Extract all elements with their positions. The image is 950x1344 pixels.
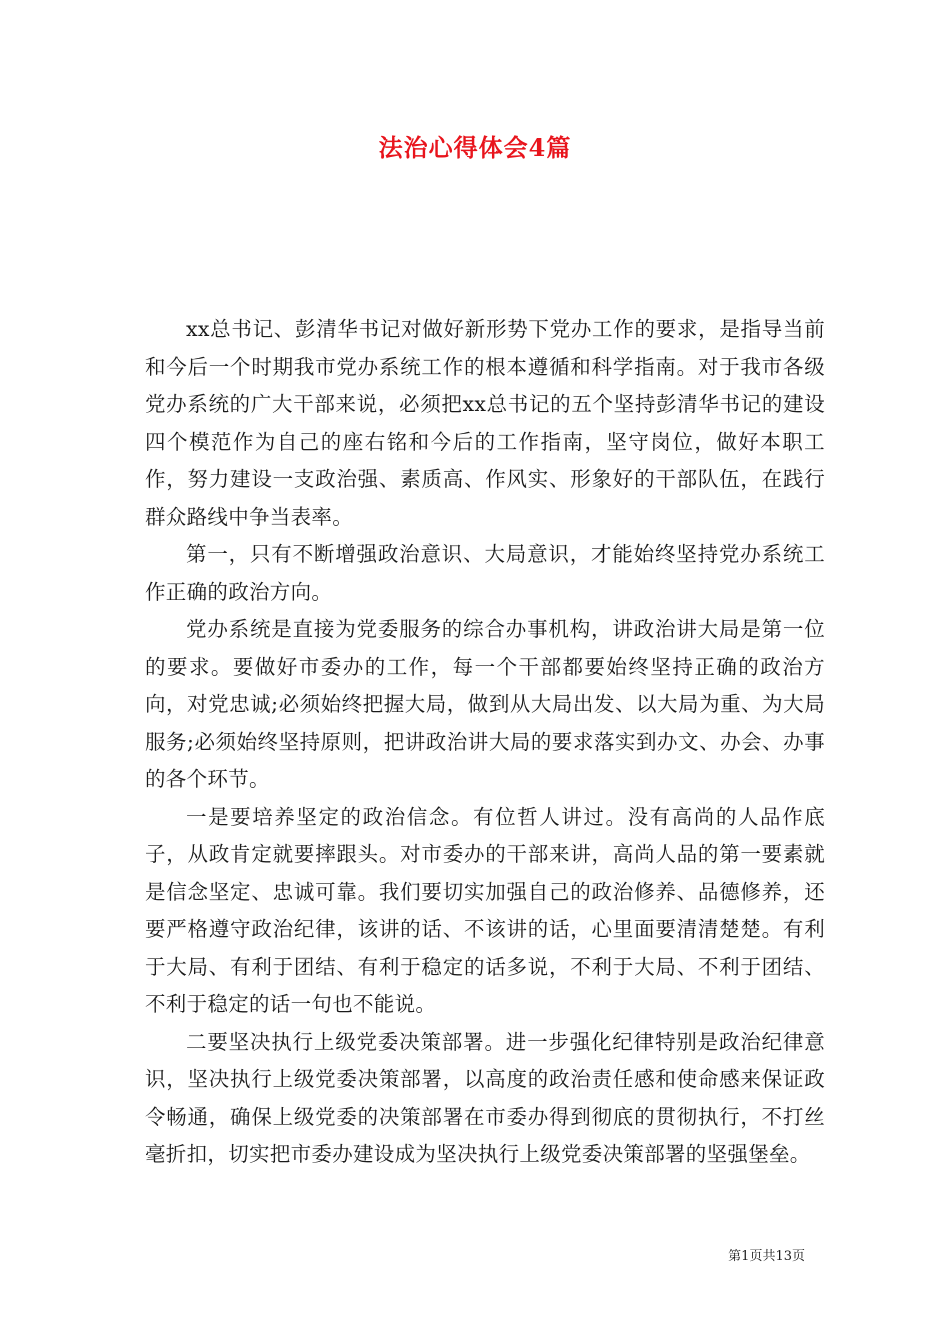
document-body bbox=[145, 311, 825, 1174]
paragraph: 党办系统是直接为党委服务的综合办事机构，讲政治讲大局是第一位的要求。要做好市委办的工作，每一个干部都要始终坚持正确的政治方向，对党忠诚;必须始终把握大局，做到从大局出发、以大局为重、为大局服务;必须始终坚持原则，把讲政治讲大局的要求落实到办文、办会、办事的各个环节。 bbox=[145, 617, 825, 791]
paragraph: 二要坚决执行上级党委决策部署。进一步强化纪律特别是政治纪律意识，坚决执行上级党委决策部署，以高度的政治责任感和使命感来保证政令畅通，确保上级党委的决策部署在市委办得到彻底的贯彻执行，不打丝毫折扣，切实把市委办建设成为坚决执行上级党委决策部署的坚强堡垒。 bbox=[145, 1029, 825, 1166]
page-title: 法治心得体会4篇 bbox=[378, 133, 572, 162]
paragraph: 一是要培养坚定的政治信念。有位哲人讲过。没有高尚的人品作底子，从政肯定就要摔跟头。对市委办的干部来讲，高尚人品的第一要素就是信念坚定、忠诚可靠。我们要切实加强自己的政治修养、品德修养，还要严格遵守政治纪律，该讲的话、不该讲的话，心里面要清清楚楚。有利于大局、有利于团结、有利于稳定的话多说，不利于大局、不利于团结、不利于稳定的话一句也不能说。 bbox=[145, 804, 825, 1016]
page-number: 第1页共13页 bbox=[728, 1249, 805, 1264]
paragraph: 第一，只有不断增强政治意识、大局意识，才能始终坚持党办系统工作正确的政治方向。 bbox=[145, 542, 825, 604]
paragraph: xx总书记、彭清华书记对做好新形势下党办工作的要求，是指导当前和今后一个时期我市党办系统工作的根本遵循和科学指南。对于我市各级党办系统的广大干部来说，必须把xx总书记的五个坚持彭清华书记的建设四个模范作为自己的座右铭和今后的工作指南，坚守岗位，做好本职工作，努力建设一支政治强、素质高、作风实、形象好的干部队伍，在践行群众路线中争当表率。 bbox=[145, 317, 825, 529]
